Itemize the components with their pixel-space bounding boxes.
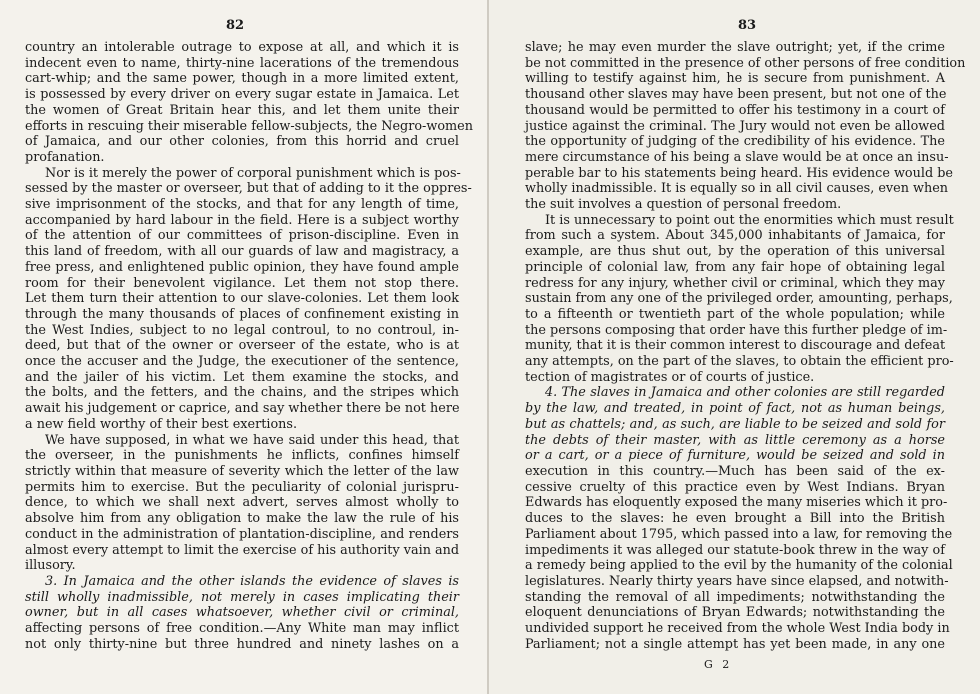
text-line: and the jailer of his victim. Let them examine the stocks, and [25, 369, 459, 385]
text-line: cart-whip; and the same power, though in a more limited extent, [25, 71, 459, 87]
text-line: the bolts, and the fetters, and the chains, and the stripes which [25, 385, 459, 401]
text-line: illusory. [25, 558, 76, 574]
text-line: We have supposed, in what we have said under this head, that [45, 432, 459, 448]
text-line: principle of colonial law, from any fair hope of obtaining legal [525, 259, 945, 275]
page-text [525, 40, 966, 652]
text-line: absolve him from any obligation to make the law the rule of his [25, 511, 459, 527]
text-line: the opportunity of judging of the credibility of his evidence. The [525, 134, 945, 150]
text-line: the overseer, in the punishments he inflicts, confines himself [25, 448, 459, 464]
text-line: 3. In Jamaica and the other islands the evidence of slaves is [45, 573, 459, 589]
text-line: thousand other slaves may have been present, but not one of the [525, 87, 947, 103]
text-line: once the accuser and the Judge, the executioner of the sentence, [25, 354, 459, 370]
text-line: duces to the slaves: he even brought a Bill into the British [525, 511, 945, 527]
text-line: free press, and enlightened public opinion, they have found ample [25, 259, 459, 275]
text-line: cessive cruelty of this practice even by West Indians. Bryan [525, 479, 945, 495]
text-line: room for their benevolent vigilance. Let them not stop there. [25, 275, 459, 291]
text-line: country an intolerable outrage to expose at all, and which it is [25, 40, 459, 55]
text-line: accompanied by hard labour in the field. Here is a subject worthy [25, 212, 459, 228]
text-line: not only thirty-nine but three hundred and ninety lashes on a [25, 636, 459, 652]
text-line: any attempts, on the part of the slaves, to obtain the efficient pro- [525, 354, 954, 370]
text-line: justice against the criminal. The Jury would not even be allowed [525, 118, 945, 134]
text-line: thousand would be permitted to offer his testimony in a court of [525, 102, 945, 118]
text-line: permits him to exercise. But the peculiarity of colonial jurispru- [25, 479, 459, 495]
text-line: conduct in the administration of plantation-discipline, and renders [25, 526, 459, 542]
text-line: Nor is it merely the power of corporal punishment which is pos- [45, 165, 461, 181]
text-line: profanation. [25, 149, 105, 165]
page-number: 82 [226, 18, 245, 33]
text-line: wholly inadmissible. It is equally so in all civil causes, even when [525, 181, 949, 197]
text-line: perable bar to his statements being heard. His evidence would be [525, 165, 953, 181]
page-text [25, 40, 473, 652]
text-line: willing to testify against him, he is secure from punishment. A [525, 71, 945, 87]
text-line: redress for any injury, whether civil or criminal, which they may [525, 275, 945, 291]
text-line: example, are thus shut out, by the operation of this universal [525, 244, 945, 260]
text-line: be not committed in the presence of other persons of free condition [525, 55, 966, 71]
text-line: legislatures. Nearly thirty years have since elapsed, and notwith- [525, 573, 949, 589]
text-line: sustain from any one of the privileged order, amounting, perhaps, [525, 291, 953, 307]
text-line: impediments it was alleged our statute-book threw in the way of [525, 542, 945, 558]
text-line: await his judgement or caprice, and say whether there be not here [25, 401, 460, 417]
text-line: the suit involves a question of personal freedom. [525, 197, 842, 213]
text-line: the debts of their master, with as little ceremony as a horse [525, 432, 945, 448]
text-line: sive imprisonment of the stocks, and that for any length of time, [25, 197, 459, 213]
text-line: deed, but that of the owner or overseer of the estate, who is at [25, 338, 459, 354]
text-line: slave; he may even murder the slave outright; yet, if the crime [525, 40, 945, 55]
text-line: tection of magistrates or of courts of justice. [525, 369, 815, 385]
text-line: strictly within that measure of severity which the letter of the law [25, 463, 459, 479]
text-line: indecent even to name, thirty-nine lacerations of the tremendous [25, 55, 459, 71]
text-line: this land of freedom, with all our guards of law and magistracy, a [25, 244, 459, 260]
text-line: or a cart, or a piece of furniture, would be seized and sold in [525, 448, 945, 464]
text-line: mere circumstance of his being a slave would be at once an insu- [525, 149, 949, 165]
text-line: dence, to which we shall next advert, serves almost wholly to [25, 495, 459, 511]
text-line: by the law, and treated, in point of fact, not as human beings, [525, 401, 945, 417]
text-line: through the many thousands of places of confinement existing in [25, 306, 459, 322]
text-line: the West Indies, subject to no legal controul, to no controul, in- [25, 322, 459, 338]
text-line: Parliament; not a single attempt has yet been made, in any one [525, 636, 945, 652]
text-line: 4. The slaves in Jamaica and other colonies are still regarded [545, 385, 945, 401]
text-line: the persons composing that order have this further pledge of im- [525, 322, 948, 338]
text-line: still wholly inadmissible, not merely in cases implicating their [25, 589, 459, 605]
text-line: It is unnecessary to point out the enormities which must result [545, 212, 954, 228]
text-line: a remedy being applied to the evil by the humanity of the colonial [525, 558, 953, 574]
page-number: 83 [738, 18, 757, 33]
text-line: efforts in rescuing their miserable fellow-subjects, the Negro-women [25, 118, 473, 134]
text-line: eloquent denunciations of Bryan Edwards; notwithstanding the [525, 605, 945, 621]
text-line: affecting persons of free condition.—Any White man may inflict [25, 621, 459, 637]
left-page [0, 0, 489, 694]
text-line: a new field worthy of their best exertions. [25, 416, 298, 432]
text-line: to a fifteenth or twentieth part of the whole population; while [525, 306, 945, 322]
text-line: undivided support he received from the whole West India body in [525, 621, 950, 637]
text-line: almost every attempt to limit the exercise of his authority vain and [25, 542, 460, 558]
text-line: but as chattels; and, as such, are liable to be seized and sold for [525, 416, 945, 432]
text-line: execution in this country.—Much has been said of the ex- [525, 463, 945, 479]
text-line: Edwards has eloquently exposed the many miseries which it pro- [525, 495, 948, 511]
text-line: sessed by the master or overseer, but that of adding to it the oppres- [25, 181, 472, 197]
text-line: the women of Great Britain hear this, and let them unite their [25, 102, 459, 118]
text-line: of the attention of our committees of prison-discipline. Even in [25, 228, 459, 244]
right-page [489, 0, 980, 694]
text-line: is possessed by every driver on every sugar estate in Jamaica. Let [25, 87, 459, 103]
text-line: munity, that it is their common interest to discourage and defeat [525, 338, 946, 354]
text-line: owner, but in all cases whatsoever, whether civil or criminal, [25, 605, 459, 621]
text-line: standing the removal of all impediments; notwithstanding the [525, 589, 945, 605]
text-line: from such a system. About 345,000 inhabitants of Jamaica, for [525, 228, 945, 244]
signature-mark: G 2 [704, 658, 733, 671]
text-line: of Jamaica, and our other colonies, from this horrid and cruel [25, 134, 459, 150]
text-line: Parliament about 1795, which passed into a law, for removing the [525, 526, 953, 542]
text-line: Let them turn their attention to our slave-colonies. Let them look [25, 291, 459, 307]
